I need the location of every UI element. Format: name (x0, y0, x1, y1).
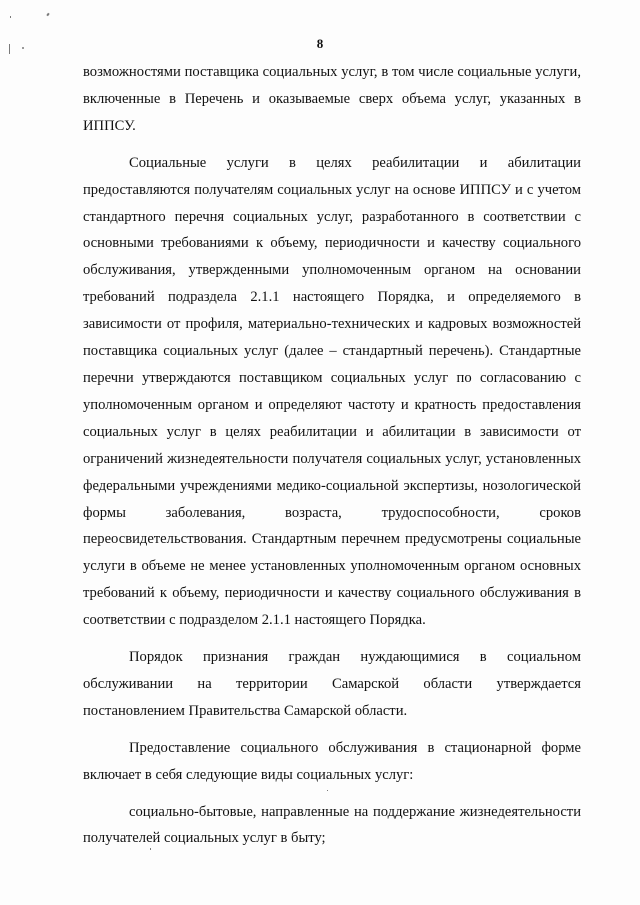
paragraph-continuation: возможностями поставщика социальных услуг, в том числе социальные услуги, включенные в Перечень и оказываемые сверх объема услуг, указанных в ИППСУ. (83, 64, 581, 134)
document-body (83, 59, 581, 852)
paragraph-rehabilitation-services: Социальные услуги в целях реабилитации и абилитации предоставляются получателям социальных услуг на основе ИППСУ и с учетом стандартного перечня социальных услуг, разработанного в соответствии с основными требованиями к объему, периодичности и качеству социального обслуживания, утвержденными уполномоченным органом на основании требований подраздела 2.1.1 настоящего Порядка, и определяемого в зависимости от профиля, материально-технических и кадровых возможностей поставщика социальных услуг (далее – стандартный перечень). Стандартные перечни утверждаются поставщиком социальных услуг по согласованию с уполномоченным органом и определяют частоту и кратность предоставления социальных услуг в целях реабилитации и абилитации в зависимости от ограничений жизнедеятельности получателя социальных услуг, установленных федеральными учреждениями медико-социальной экспертизы, нозологической формы заболевания, возраста, трудоспособности, сроков переосвидетельствования. Стандартным перечнем предусмотрены социальные услуги в объеме не менее установленных уполномоченным органом основных требований к объему, периодичности и качеству социального обслуживания в соответствии с подразделом 2.1.1 настоящего Порядка. (83, 154, 581, 629)
scan-speck (10, 16, 11, 18)
paragraph-recognition-procedure: Порядок признания граждан нуждающимися в социальном обслуживании на территории Самарской области утверждается постановлением Правительства Самарской области. (83, 649, 581, 719)
paragraph-stationary-form: Предоставление социального обслуживания в стационарной форме включает в себя следующие виды социальных услуг: (83, 739, 581, 783)
paragraph-social-domestic: социально-бытовые, направленные на поддержание жизнедеятельности получателей социальных услуг в быту; (83, 803, 581, 847)
scan-speck (46, 13, 49, 17)
page-number: 8 (316, 36, 324, 51)
